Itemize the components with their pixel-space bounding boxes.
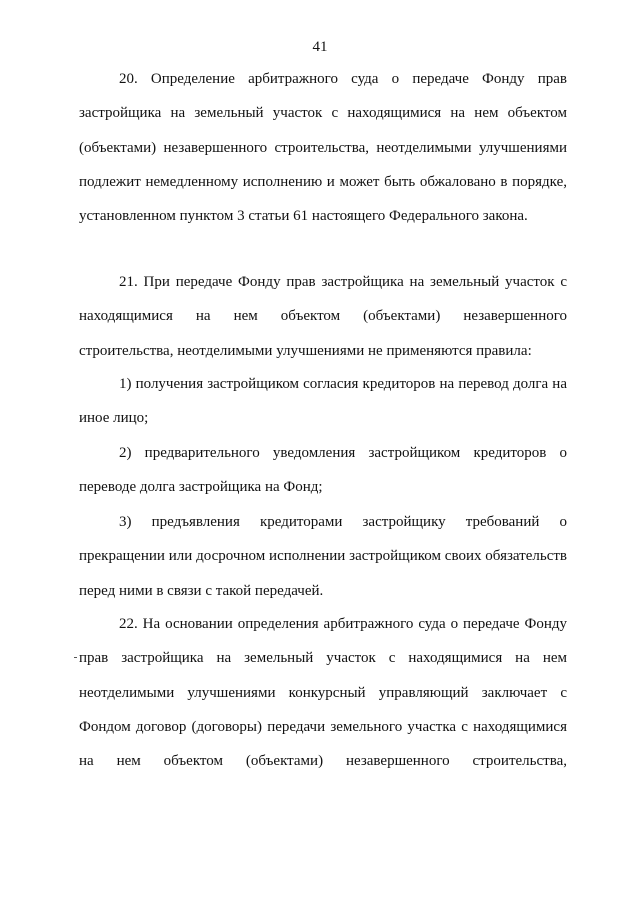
paragraph-22: 22. На основании определения арбитражного суда о передаче Фонду прав застройщика на земельный участок с находящимися на нем неотделимыми улучшениями конкурсный управляющий заключает с Фондом договор (договоры) передачи земельного участка с находящимися на нем объектом (объектами) незавершенного строительства, bbox=[79, 616, 567, 770]
paragraph-20: 20. Определение арбитражного суда о передаче Фонду прав застройщика на земельный участок с находящимися на нем объектом (объектами) незавершенного строительства, неотделимыми улучшениями подлежит немедленному исполнению и может быть обжаловано в порядке, установленном пунктом 3 статьи 61 настоящего Федерального закона. bbox=[79, 71, 567, 225]
scan-artifact-mark bbox=[74, 657, 77, 658]
page-number: 41 bbox=[312, 39, 328, 55]
paragraph-21-item-3: 3) предъявления кредиторами застройщику требований о прекращении или досрочном исполнении застройщиком своих обязательств перед ними в связи с такой передачей. bbox=[79, 514, 567, 599]
paragraph-21-item-2: 2) предварительного уведомления застройщиком кредиторов о переводе долга застройщика на Фонд; bbox=[79, 445, 567, 496]
paragraph-21-item-1: 1) получения застройщиком согласия кредиторов на перевод долга на иное лицо; bbox=[79, 376, 567, 427]
paragraph-21: 21. При передаче Фонду прав застройщика на земельный участок с находящимися на нем объектом (объектами) незавершенного строительства, неотделимыми улучшениями не применяются правила: bbox=[79, 274, 567, 359]
